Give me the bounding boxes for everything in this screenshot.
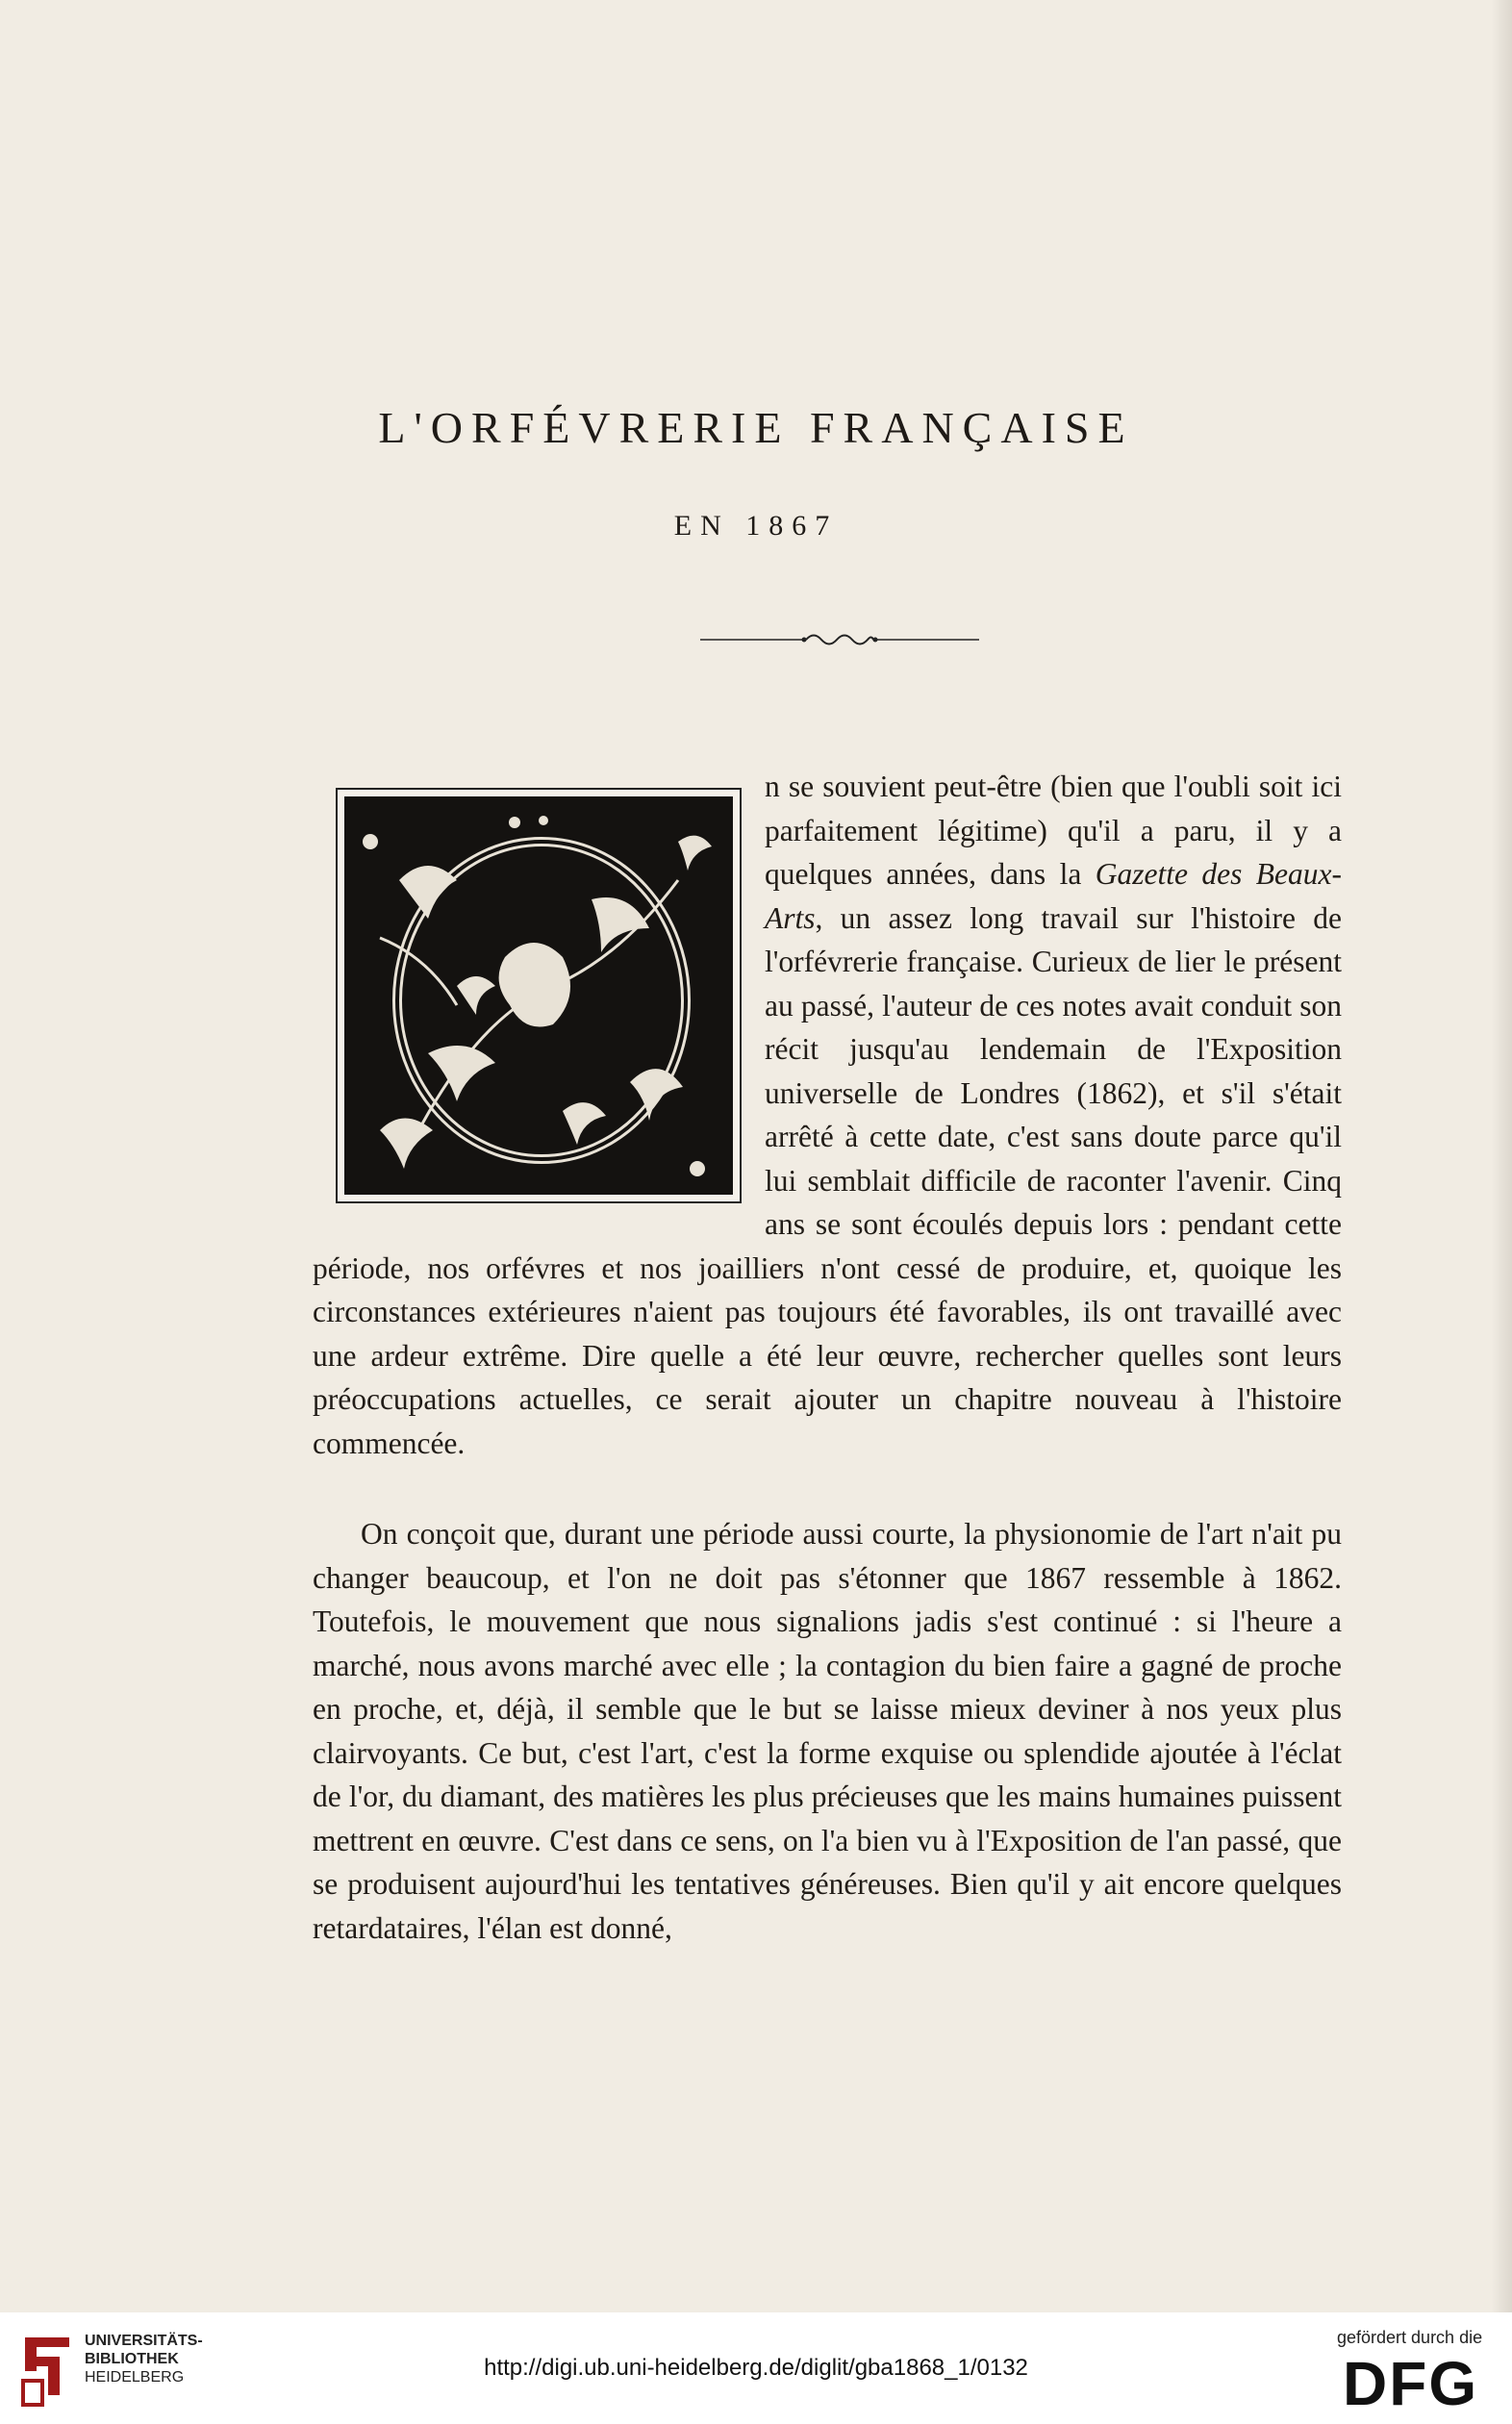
ornamental-letter-o-icon xyxy=(313,765,745,1207)
funder-logo: DFG xyxy=(1343,2349,1479,2418)
funding-note: gefördert durch die xyxy=(1337,2328,1483,2347)
journal-title: Gazette des Beaux-Arts xyxy=(765,857,1342,935)
paragraph-2: On conçoit que, durant une période aussi courte, la physionomie de l'art n'ait pu changer beaucoup, et l'on ne doit pas s'étonner que 1867 ressemble à 1862. Toutefois, le mouvement que nous signalions jadis s'est continué : si l'heure a marché, nous avons marché avec elle ; la contagion du bien faire a gagné de proche en proche, et, déjà, il semble que le but se laisse mieux deviner à nos yeux plus clairvoyants. Ce but, c'est l'art, c'est la forme exquise ou splendide ajoutée à l'éclat de l'or, du diamant, des matières les plus précieuses que les mains humaines puissent mettrent en œuvre. C'est dans ce sens, on l'a bien vu à l'Exposition de l'an passé, que se produisent aujourd'hui les tentatives généreuses. Bien qu'il y ait encore quelques retardataires, l'élan est donné, xyxy=(313,1517,1342,1945)
paragraph-1 xyxy=(313,765,1342,1465)
article-title: L'ORFÉVRERIE FRANÇAISE xyxy=(378,403,1134,452)
decorative-rule xyxy=(700,625,979,654)
library-line-3: HEIDELBERG xyxy=(85,2369,185,2386)
paragraph-1-text: n se souvient peut-être (bien que l'oubli soit ici parfaitement légitime) qu'il a paru, il y a quelques années, dans la Gazette des Beaux-Arts, un assez long travail sur l'histoire de l'orfévrerie française. Curieux de lier le présent au passé, l'auteur de ces notes avait conduit son récit jusqu'au lendemain de l'Exposition universelle de Londres (1862), et s'il s'était arrêté à cette date, c'est sans doute parce qu'il lui semblait difficile de raconter l'avenir. Cinq ans se sont écoulés depuis lors : pendant cette période, nos orfévres et nos joailliers n'ont cessé de produire, et, quoique les circonstances extérieures n'aient pas toujours été favorables, ils ont travaillé avec une ardeur extrême. Dire quelle a été leur œuvre, rechercher quelles sont leurs préoccupations actuelles, ce serait ajouter un chapitre nouveau à l'histoire commencée. xyxy=(313,770,1342,1460)
library-line-2: BIBLIOTHEK xyxy=(85,2351,179,2367)
source-url-link[interactable]: http://digi.ub.uni-heidelberg.de/diglit/gba1868_1/0132 xyxy=(484,2355,1028,2381)
article-subtitle: EN 1867 xyxy=(673,510,839,542)
library-line-1: UNIVERSITÄTS- xyxy=(85,2333,203,2349)
drop-cap-illustration xyxy=(313,765,765,1222)
